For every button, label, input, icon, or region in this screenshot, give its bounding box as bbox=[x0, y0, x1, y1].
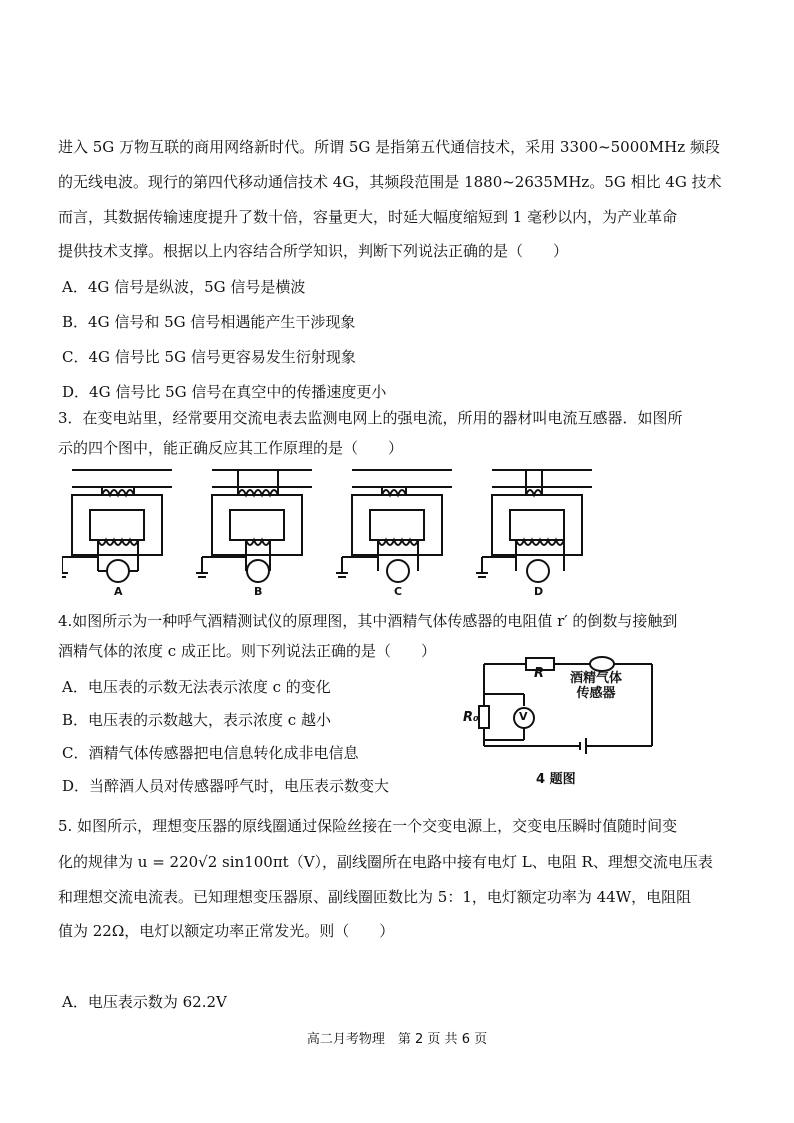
q4-option-a: A．电压表的示数无法表示浓度 c 的变化 bbox=[62, 678, 331, 696]
q2-option-c: C．4G 信号比 5G 信号更容易发生衍射现象 bbox=[62, 348, 356, 366]
resistor-r0-label: R₀ bbox=[463, 710, 479, 725]
q5-option-a: A．电压表示数为 62.2V bbox=[62, 993, 227, 1011]
figure-c-diagram bbox=[336, 470, 452, 582]
q3-line-2: 示的四个图中，能正确反应其工作原理的是（ ） bbox=[58, 439, 404, 457]
resistor-r-label: R bbox=[534, 666, 545, 681]
current-transformer-figures bbox=[62, 465, 702, 600]
figure-label-d: D bbox=[534, 585, 544, 598]
sensor-label-line-2: 传感器 bbox=[576, 686, 616, 701]
q4-line-2: 酒精气体的浓度 c 成正比。则下列说法正确的是（ ） bbox=[58, 642, 436, 660]
breathalyzer-circuit bbox=[470, 650, 670, 760]
voltmeter-label: V bbox=[519, 710, 528, 723]
figure-label-c: C bbox=[394, 585, 403, 598]
passage-line-1: 进入 5G 万物互联的商用网络新时代。所谓 5G 是指第五代通信技术，采用 3300~5000MHz 频段 bbox=[58, 138, 720, 156]
q4-option-c: C．酒精气体传感器把电信息转化成非电信息 bbox=[62, 744, 359, 762]
passage-line-4: 提供技术支撑。根据以上内容结合所学知识，判断下列说法正确的是（ ） bbox=[58, 242, 569, 260]
figure-label-a: A bbox=[114, 585, 123, 598]
q4-option-d: D．当醉酒人员对传感器呼气时，电压表示数变大 bbox=[62, 777, 390, 795]
figure-label-b: B bbox=[254, 585, 263, 598]
resistor-r0 bbox=[479, 706, 489, 728]
q5-line-3: 和理想交流电流表。已知理想变压器原、副线圈匝数比为 5：1，电灯额定功率为 44W，电阻阻 bbox=[58, 888, 692, 906]
q5-line-4: 值为 22Ω，电灯以额定功率正常发光。则（ ） bbox=[58, 922, 395, 940]
figure-4-caption: 4 题图 bbox=[536, 772, 576, 787]
q3-line-1: 3．在变电站里，经常要用交流电表去监测电网上的强电流，所用的器材叫电流互感器．如图所 bbox=[58, 409, 683, 427]
figure-d-diagram bbox=[476, 470, 592, 582]
q4-option-b: B．电压表的示数越大，表示浓度 c 越小 bbox=[62, 711, 331, 729]
q5-line-1: 5. 如图所示，理想变压器的原线圈通过保险丝接在一个交变电源上，交变电压瞬时值随时间变 bbox=[58, 817, 678, 835]
q2-option-d: D．4G 信号比 5G 信号在真空中的传播速度更小 bbox=[62, 383, 387, 401]
figure-a-diagram bbox=[62, 470, 172, 582]
q4-line-1: 4.如图所示为一种呼气酒精测试仪的原理图，其中酒精气体传感器的电阻值 r′ 的倒数与接触到 bbox=[58, 612, 678, 630]
sensor-label bbox=[570, 671, 622, 701]
q5-line-2: 化的规律为 u = 220√2 sin100πt（V），副线圈所在电路中接有电灯 L、电阻 R、理想交流电压表 bbox=[58, 853, 713, 871]
page-footer: 高二月考物理 第 2 页 共 6 页 bbox=[306, 1032, 488, 1047]
q2-option-b: B．4G 信号和 5G 信号相遇能产生干涉现象 bbox=[62, 313, 356, 331]
passage-line-2: 的无线电波。现行的第四代移动通信技术 4G，其频段范围是 1880~2635MHz。5G 相比 4G 技术 bbox=[58, 173, 722, 191]
q2-option-a: A．4G 信号是纵波，5G 信号是横波 bbox=[62, 278, 306, 296]
sensor-label-line-1: 酒精气体 bbox=[570, 671, 623, 686]
passage-line-3: 而言，其数据传输速度提升了数十倍，容量更大，时延大幅度缩短到 1 毫秒以内，为产业革命 bbox=[58, 208, 678, 226]
sensor-element bbox=[590, 657, 614, 671]
figure-b-diagram bbox=[196, 470, 312, 582]
